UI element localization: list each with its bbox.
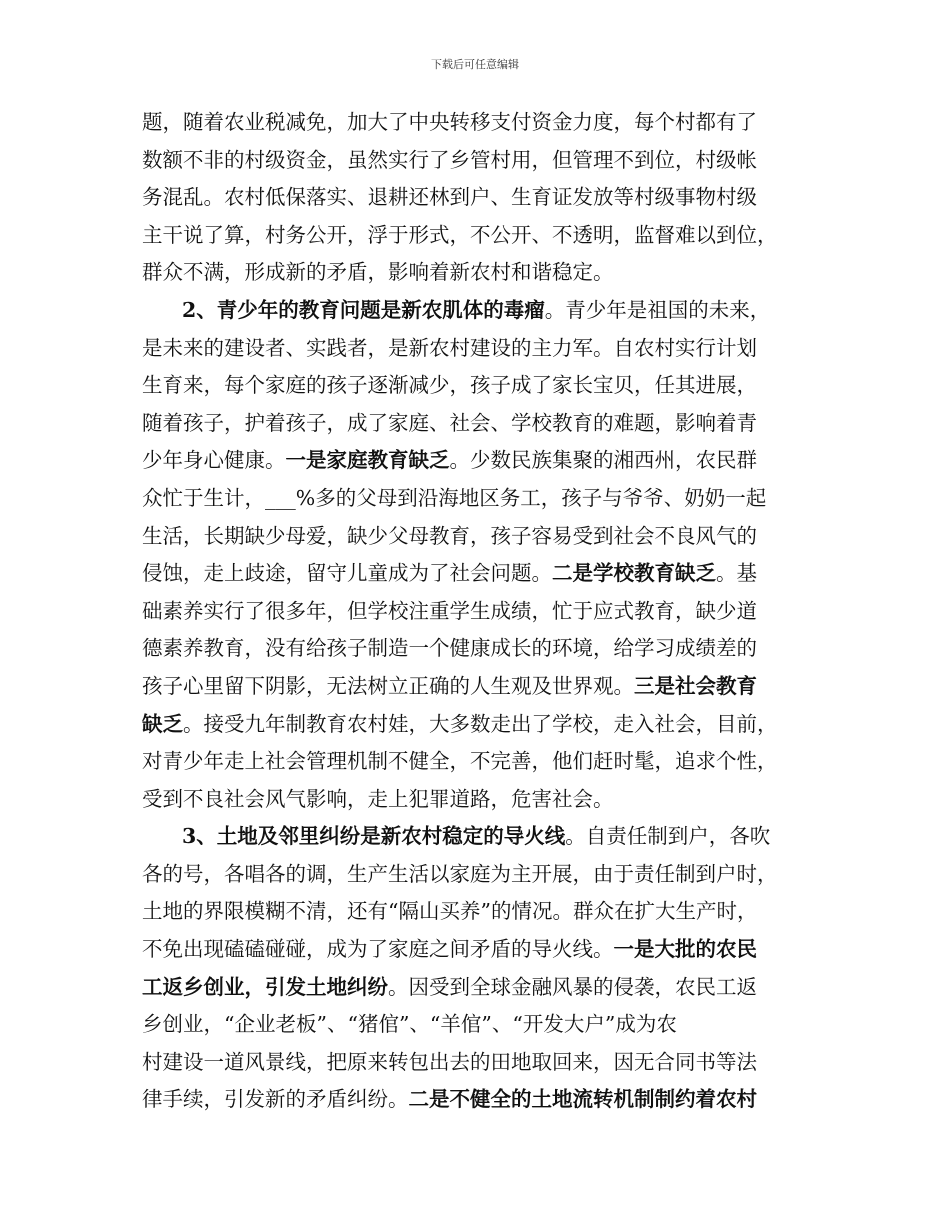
text-line (142, 781, 822, 819)
text-segment: 对青少年走上社会管理机制不健全，不完善，他们赶时髦，追求个性， (142, 749, 778, 774)
text-segment: 题，随着农业税减免，加大了中央转移支付资金力度，每个村都有了 (142, 110, 757, 134)
text-line (142, 743, 822, 781)
text-segment: 是未来的建设者、实践者，是新农村建设的主力军。自农村实行计划 (142, 335, 757, 360)
text-segment: 。青少年是祖国的未来， (544, 297, 771, 322)
text-segment: 村建设一道风景线，把原来转包出去的田地取回来，因无合同书等法 (142, 1049, 757, 1074)
text-segment: 侵蚀，走上歧途，留守儿童成为了社会问题。 (142, 561, 552, 586)
text-segment: 孩子心里留下阴影，无法树立正确的人生观及世界观。 (142, 673, 634, 698)
text-line (142, 367, 822, 405)
text-segment: 数额不非的村级资金，虽然实行了乡管村用，但管理不到位，村级帐 (142, 147, 757, 172)
text-line (142, 856, 822, 894)
bold-text-segment: 二是学校教育缺乏 (552, 561, 716, 586)
text-line (142, 179, 822, 217)
text-segment: 生育来，每个家庭的孩子逐渐减少，孩子成了家长宝贝，任其进展， (142, 373, 757, 398)
bold-text-segment: 2、青少年的教育问题是新农肌体的毒瘤 (182, 297, 545, 322)
bold-text-segment: 一是家庭教育缺乏 (285, 448, 450, 473)
text-line (142, 1006, 822, 1044)
text-segment: 随着孩子，护着孩子，成了家庭、社会、学校教育的难题，影响着青 (142, 410, 757, 435)
text-segment: 。接受九年制教育农村娃，大多数走出了学校，走入社会，目前， (183, 711, 778, 736)
text-line (142, 292, 822, 330)
text-line (142, 931, 822, 969)
bold-text-segment: 缺乏 (142, 711, 183, 736)
text-segment: 群众不满，形成新的矛盾，影响着新农村和谐稳定。 (142, 260, 614, 285)
text-line (142, 442, 822, 480)
text-segment: 德素养教育，没有给孩子制造一个健康成长的环境，给学习成绩差的 (142, 636, 757, 661)
text-segment: 生活，长期缺少母爱，缺少父母教育，孩子容易受到社会不良风气的 (142, 523, 757, 548)
text-segment: 受到不良社会风气影响，走上犯罪道路，危害社会。 (142, 786, 614, 811)
bold-text-segment: 三是社会教育 (634, 673, 757, 698)
text-segment: 乡创业，“企业老板”、“猪倌”、“羊倌”、“开发大户”成为农 (142, 1012, 677, 1037)
text-line (142, 706, 822, 744)
text-line (142, 555, 822, 593)
text-segment: 少年身心健康。 (142, 448, 286, 473)
text-line (142, 668, 822, 706)
text-segment: 务混乱。农村低保落实、退耕还林到户、生育证发放等村级事物村级 (142, 185, 757, 210)
text-line (142, 969, 822, 1007)
text-line (142, 104, 822, 142)
bold-text-segment: 3、土地及邻里纠纷是新农村稳定的导火线 (182, 824, 566, 849)
text-line (142, 818, 822, 856)
text-line (142, 593, 822, 631)
text-line (142, 405, 822, 443)
bold-text-segment: 二是不健全的土地流转机制制约着农村 (408, 1087, 757, 1112)
text-segment: 。少数民族集聚的湘西州，农民群 (449, 448, 757, 473)
text-segment: 。因受到全球金融风暴的侵袭，农民工返 (388, 974, 757, 999)
document-body (142, 104, 822, 1119)
text-line (142, 893, 822, 931)
text-segment: 础素养实行了很多年，但学校注重学生成绩，忙于应式教育，缺少道 (142, 598, 757, 623)
text-line (142, 518, 822, 556)
bold-text-segment: 工返乡创业，引发土地纠纷 (142, 974, 388, 999)
text-line (142, 1081, 822, 1119)
text-line (142, 480, 822, 518)
text-segment: 。自责任制到户，各吹 (565, 824, 771, 849)
text-line (142, 254, 822, 292)
page-header: 下载后可任意编辑 (431, 58, 519, 71)
text-segment: 众忙于生计，___%多的父母到沿海地区务工，孩子与爷爷、奶奶一起 (142, 485, 767, 510)
text-segment: 主干说了算，村务公开，浮于形式，不公开、不透明，监督难以到位， (142, 222, 778, 247)
text-line (142, 330, 822, 368)
bold-text-segment: 一是大批的农民 (613, 937, 757, 962)
text-segment: 。基 (716, 561, 757, 586)
text-line (142, 1044, 822, 1082)
text-segment: 各的号，各唱各的调，生产生活以家庭为主开展，由于责任制到户时， (142, 861, 778, 886)
text-line (142, 217, 822, 255)
text-segment: 土地的界限模糊不清，还有“隔山买养”的情况。群众在扩大生产时， (142, 899, 758, 924)
text-segment: 不免出现磕磕碰碰，成为了家庭之间矛盾的导火线。 (142, 937, 614, 962)
text-segment: 律手续，引发新的矛盾纠纷。 (142, 1087, 409, 1112)
text-line (142, 630, 822, 668)
text-line (142, 142, 822, 180)
